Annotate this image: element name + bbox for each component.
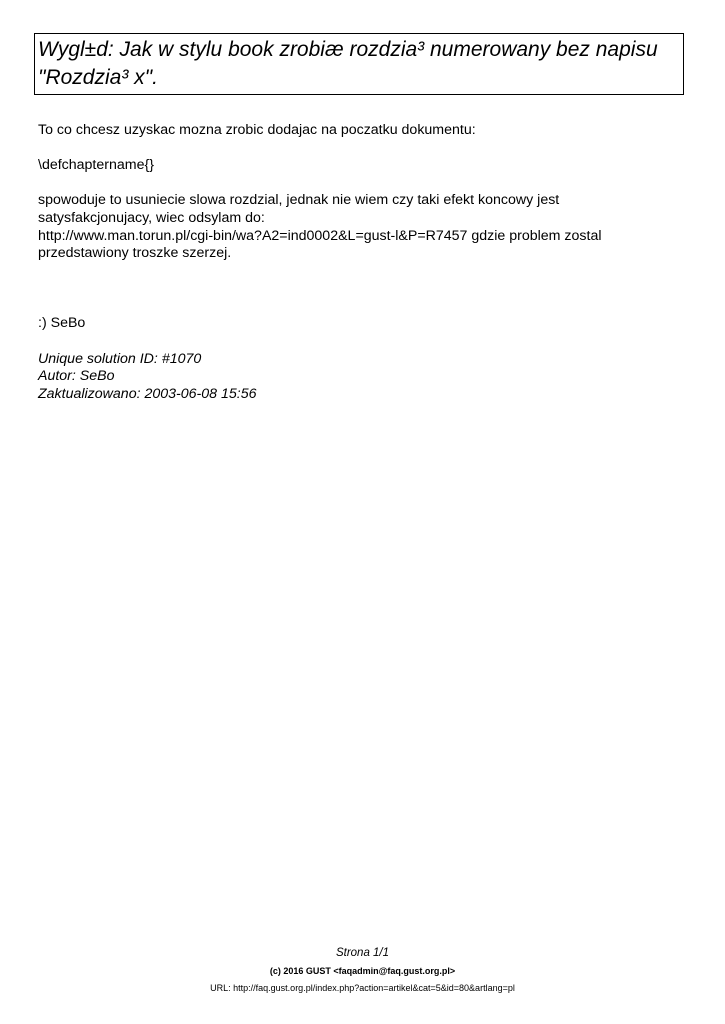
article-meta (38, 351, 698, 404)
source-url: URL: http://faq.gust.org.pl/index.php?action=artikel&cat=5&id=80&artlang=pl (210, 983, 515, 993)
body-paragraph-code: \defchaptername{} (38, 157, 154, 174)
signature: :) SeBo (38, 315, 86, 332)
body-paragraph-intro: To co chcesz uzyskac mozna zrobic dodajac na poczatku dokumentu: (38, 122, 476, 138)
article-body (38, 122, 698, 403)
updated-date: Zaktualizowano: 2003-06-08 15:56 (38, 385, 257, 402)
spacer (38, 280, 698, 315)
page-title: Wygl±d: Jak w stylu book zrobiæ rozdzia³ numerowany bez napisu "Rozdzia³ x". (38, 38, 658, 89)
solution-id: Unique solution ID: #1070 (38, 350, 202, 367)
copyright: (c) 2016 GUST <faqadmin@faq.gust.org.pl> (269, 966, 456, 976)
page-number: Strona 1/1 (335, 947, 390, 959)
author: Autor: SeBo (38, 368, 115, 385)
title-box (34, 33, 684, 95)
body-paragraph-explanation: spowoduje to usuniecie slowa rozdzial, jednak nie wiem czy taki efekt koncowy jest satysfakcjonujacy, wiec odsylam do: http://www.man.torun.pl/cgi-bin/wa?A2=ind0002&L=gust-l&P=R7457 gdzie problem zostal przedstawiony troszke szerzej. (38, 192, 602, 262)
